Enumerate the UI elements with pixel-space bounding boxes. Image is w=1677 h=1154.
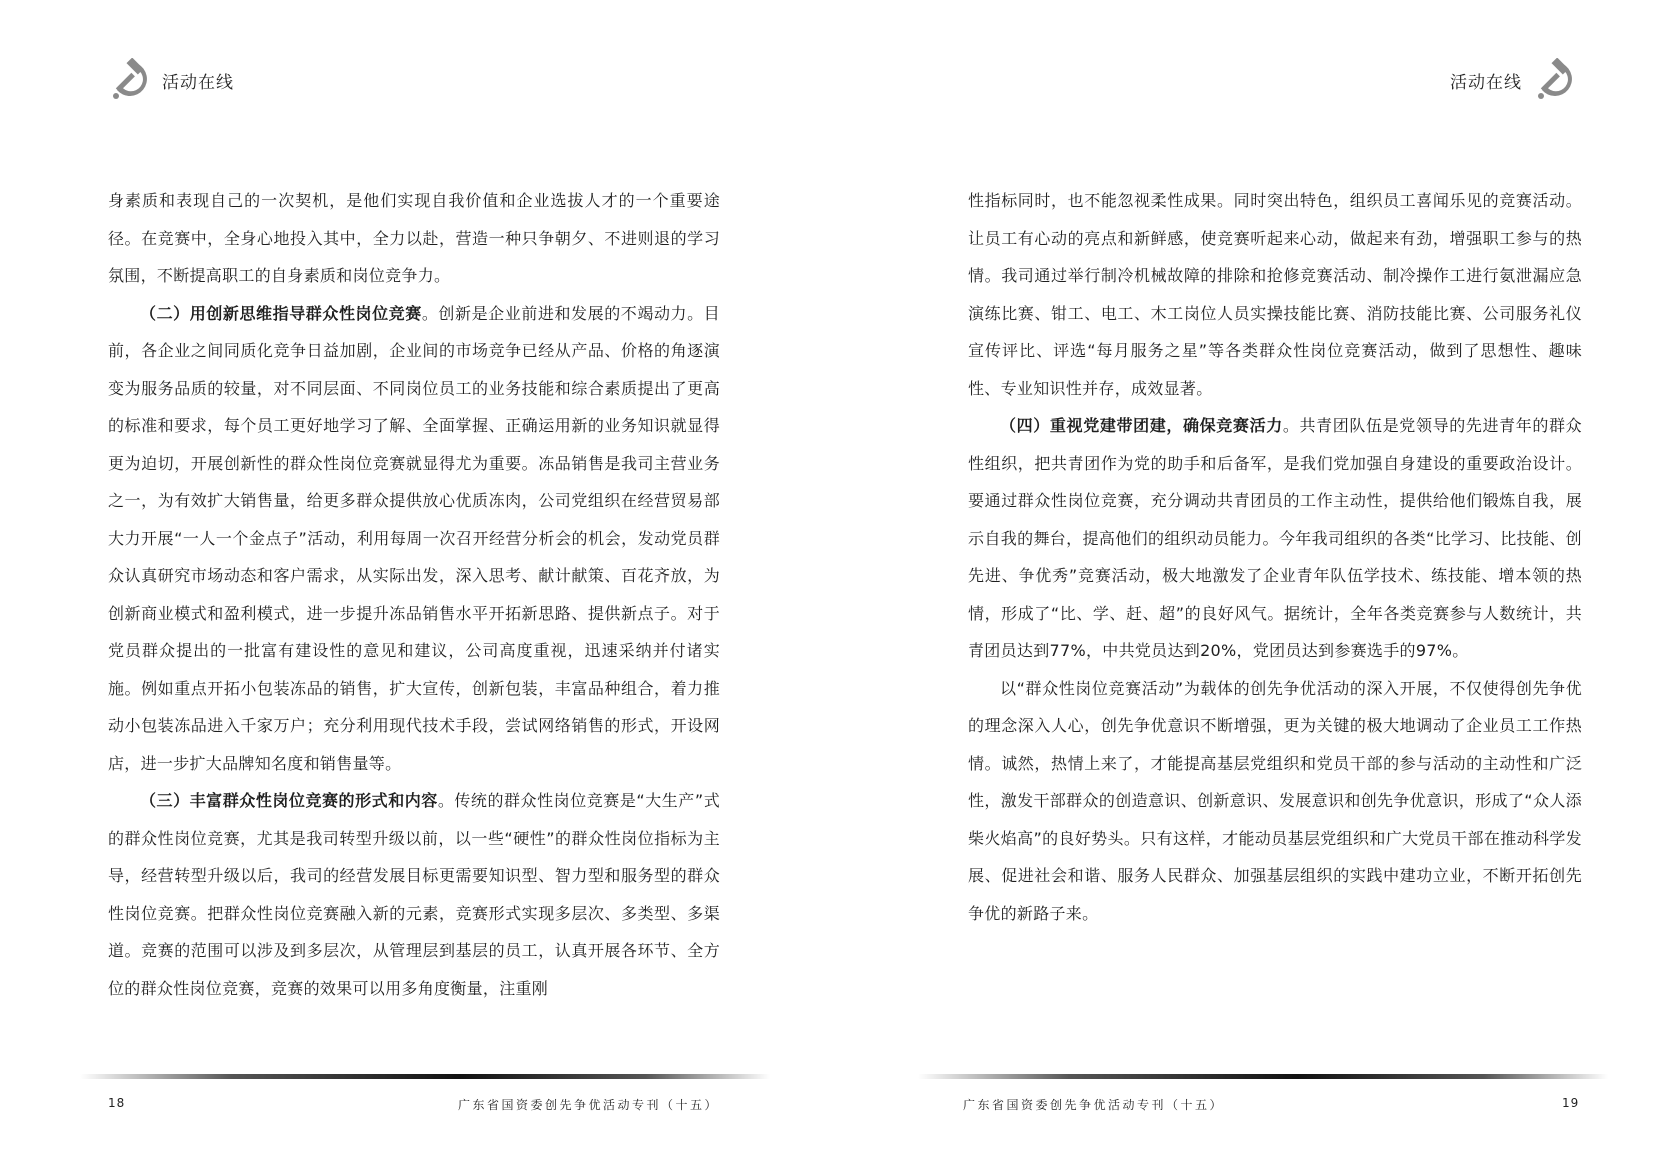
section-heading: （四）重视党建带团建，确保竞赛活力	[1000, 416, 1283, 435]
paragraph: 以“群众性岗位竞赛活动”为载体的创先争优活动的深入开展，不仅使得创先争优的理念深入人心，创先争优意识不断增强，更为关键的极大地调动了企业员工工作热情。诚然，热情上来了，才能提高基层党组织和党员干部的参与活动的主动性和广泛性，激发干部群众的创造意识、创新意识、发展意识和创先争优意识，形成了“众人添柴火焰高”的良好势头。只有这样，才能动员基层党组织和广大党员干部在推动科学发展、促进社会和谐、服务人民群众、加强基层组织的实践中建功立业，不断开拓创先争优的新路子来。	[968, 678, 1582, 923]
footer-rule	[918, 1074, 1608, 1079]
section-title: 活动在线	[1450, 73, 1522, 93]
section-title: 活动在线	[162, 73, 234, 93]
section-heading: （二）用创新思维指导群众性岗位竞赛	[140, 303, 422, 323]
right-page	[838, 0, 1677, 1154]
paragraph: （四）重视党建带团建，确保竞赛活力。共青团队伍是党领导的先进青年的群众性组织，把共青团作为党的助手和后备军，是我们党加强自身建设的重要政治设计。要通过群众性岗位竞赛，充分调动共青团员的工作主动性，提供给他们锻炼自我，展示自我的舞台，提高他们的组织动员能力。今年我司组织的各类“比学习、比技能、创先进、争优秀”竞赛活动，极大地激发了企业青年队伍学技术、练技能、增本领的热情，形成了“比、学、赶、超”的良好风气。据统计，全年各类竞赛参与人数统计，共青团员达到77%，中共党员达到20%，党团员达到参赛选手的97%。	[968, 416, 1582, 660]
hammer-sickle-icon	[1533, 58, 1579, 104]
right-body-text	[968, 182, 1582, 932]
page-number: 19	[1562, 1096, 1580, 1110]
publication-title: 广东省国资委创先争优活动专刊（十五）	[458, 1098, 720, 1112]
left-page	[0, 0, 838, 1154]
hammer-sickle-icon	[108, 58, 154, 104]
page-number: 18	[108, 1096, 126, 1110]
left-body-text	[108, 182, 720, 1007]
paragraph: （二）用创新思维指导群众性岗位竞赛。创新是企业前进和发展的不竭动力。目前，各企业之间同质化竞争日益加剧，企业间的市场竞争已经从产品、价格的角逐演变为服务品质的较量，对不同层面、不同岗位员工的业务技能和综合素质提出了更高的标准和要求，每个员工更好地学习了解、全面掌握、正确运用新的业务知识就显得更为迫切，开展创新性的群众性岗位竞赛就显得尤为重要。冻品销售是我司主营业务之一，为有效扩大销售量，给更多群众提供放心优质冻肉，公司党组织在经营贸易部大力开展“一人一个金点子”活动，利用每周一次召开经营分析会的机会，发动党员群众认真研究市场动态和客户需求，从实际出发，深入思考、献计献策、百花齐放，为创新商业模式和盈利模式，进一步提升冻品销售水平开拓新思路、提供新点子。对于党员群众提出的一批富有建设性的意见和建议，公司高度重视，迅速采纳并付诸实施。例如重点开拓小包装冻品的销售，扩大宣传，创新包装，丰富品种组合，着力推动小包装冻品进入千家万户；充分利用现代技术手段，尝试网络销售的形式，开设网店，进一步扩大品牌知名度和销售量等。	[108, 303, 720, 773]
section-heading: （三）丰富群众性岗位竞赛的形式和内容	[140, 791, 438, 810]
paragraph: 身素质和表现自己的一次契机，是他们实现自我价值和企业选拔人才的一个重要途径。在竞赛中，全身心地投入其中，全力以赴，营造一种只争朝夕、不进则退的学习氛围，不断提高职工的自身素质和岗位竞争力。	[108, 191, 720, 285]
footer-rule	[80, 1074, 770, 1079]
publication-title: 广东省国资委创先争优活动专刊（十五）	[963, 1098, 1225, 1112]
paragraph: （三）丰富群众性岗位竞赛的形式和内容。传统的群众性岗位竞赛是“大生产”式的群众性岗位竞赛，尤其是我司转型升级以前，以一些“硬性”的群众性岗位指标为主导，经营转型升级以后，我司的经营发展目标更需要知识型、智力型和服务型的群众性岗位竞赛。把群众性岗位竞赛融入新的元素，竞赛形式实现多层次、多类型、多渠道。竞赛的范围可以涉及到多层次，从管理层到基层的员工，认真开展各环节、全方位的群众性岗位竞赛，竞赛的效果可以用多角度衡量，注重刚	[108, 791, 720, 998]
paragraph: 性指标同时，也不能忽视柔性成果。同时突出特色，组织员工喜闻乐见的竞赛活动。让员工有心动的亮点和新鲜感，使竞赛听起来心动，做起来有劲，增强职工参与的热情。我司通过举行制冷机械故障的排除和抢修竞赛活动、制冷操作工进行氨泄漏应急演练比赛、钳工、电工、木工岗位人员实操技能比赛、消防技能比赛、公司服务礼仪宣传评比、评选“每月服务之星”等各类群众性岗位竞赛活动，做到了思想性、趣味性、专业知识性并存，成效显著。	[968, 191, 1582, 398]
